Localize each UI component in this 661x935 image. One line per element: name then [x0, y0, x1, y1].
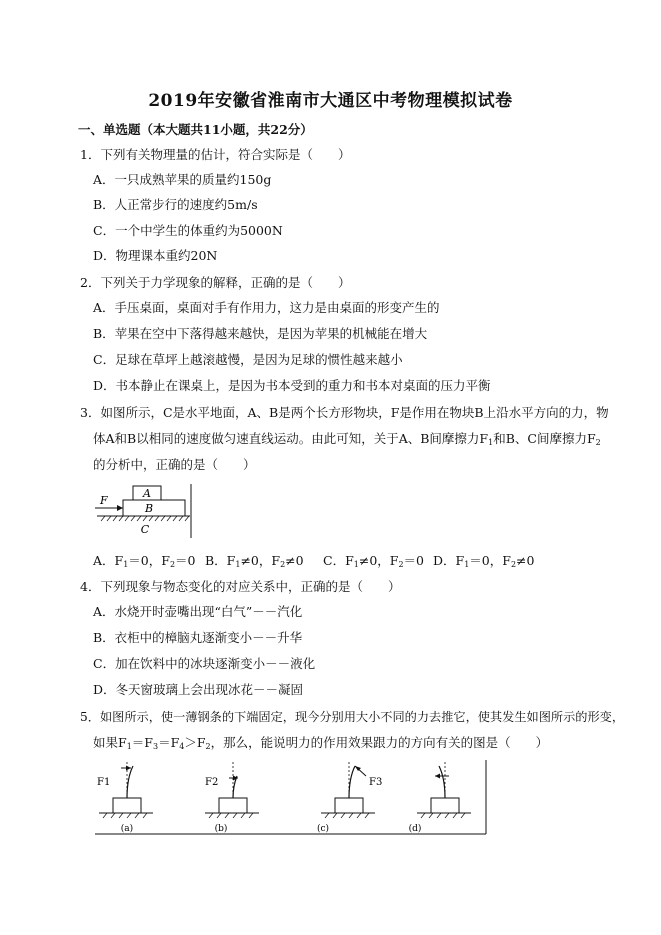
option-text: ＝0 — [175, 553, 196, 568]
ground-hatch — [209, 813, 253, 818]
caption-c: (c) — [316, 824, 330, 834]
subscript: 1 — [488, 438, 494, 447]
question-1-option-b: B．人正常步行的速度约5m/s — [93, 197, 258, 212]
question-3-stem-line-3: 的分析中，正确的是（ ） — [93, 457, 256, 472]
subscript: 1 — [126, 742, 132, 751]
stem-text: ，那么，能说明力的作用效果跟力的方向有关的图是（ ） — [210, 735, 549, 750]
section-heading: 一、单选题（本大题共11小题，共22分） — [78, 122, 313, 137]
panel-b — [205, 762, 259, 834]
stem-text: ＝F — [131, 735, 153, 750]
subscript: 2 — [169, 560, 176, 569]
option-text: D．F — [433, 553, 465, 568]
caption-a: (a) — [120, 824, 134, 834]
ground-hatch — [103, 813, 147, 818]
question-4-option-b: B．衣柜中的樟脑丸逐渐变小－－升华 — [93, 630, 303, 645]
block-b-label: B — [144, 502, 154, 515]
panel-c — [317, 762, 382, 834]
question-1-stem: 1．下列有关物理量的估计，符合实际是（ ） — [80, 147, 351, 162]
question-3-option-c — [323, 553, 424, 573]
subscript: 1 — [464, 560, 470, 569]
panel-a — [97, 762, 153, 834]
stem-text: 和B、C间摩擦力F — [493, 431, 596, 446]
question-5-figure — [93, 758, 489, 840]
question-4-option-c: C．加在饮料中的冰块逐渐变小－－液化 — [93, 656, 316, 671]
block-a-label: A — [143, 487, 151, 500]
question-4-stem: 4．下列现象与物态变化的对应关系中，正确的是（ ） — [80, 579, 401, 594]
question-1-option-c: C．一个中学生的体重约为5000N — [93, 223, 283, 238]
subscript: 4 — [179, 742, 185, 751]
question-4-option-d: D．冬天窗玻璃上会出现冰花－－凝固 — [93, 682, 304, 697]
page-title: 2019年安徽省淮南市大通区中考物理模拟试卷 — [148, 91, 513, 111]
question-1-option-a: A．一只成熟苹果的质量约150g — [93, 172, 272, 187]
question-2-option-d: D．书本静止在课桌上，是因为书本受到的重力和书本对桌面的压力平衡 — [93, 378, 491, 393]
option-text: ≠0，F — [240, 553, 281, 568]
stem-text: ＝F — [158, 735, 180, 750]
ground-hatch — [421, 813, 465, 818]
force-arrowhead — [435, 774, 440, 779]
panel-d — [409, 762, 471, 834]
question-2-option-c: C．足球在草坪上越滚越慢，是因为足球的惯性越来越小 — [93, 352, 403, 367]
ground-hatch — [101, 516, 189, 521]
option-text: ＝0，F — [128, 553, 170, 568]
option-text: C．F — [323, 553, 354, 568]
option-text: A．F — [93, 553, 124, 568]
caption-d: (d) — [408, 824, 422, 834]
caption-b: (b) — [214, 824, 228, 834]
base-block — [431, 798, 459, 813]
force-label-f2: F2 — [205, 777, 219, 788]
subscript: 2 — [280, 560, 286, 569]
force-label-f3: F3 — [369, 777, 383, 788]
subscript: 2 — [510, 560, 517, 569]
stem-text: ＞F — [184, 735, 206, 750]
option-text: B．F — [205, 553, 236, 568]
force-arrowhead — [117, 505, 123, 511]
subscript: 3 — [152, 742, 159, 751]
question-3-option-d — [433, 553, 534, 573]
option-text: ＝0，F — [469, 553, 511, 568]
subscript: 2 — [398, 560, 404, 569]
question-2-option-a: A．手压桌面，桌面对手有作用力，这力是由桌面的形变产生的 — [93, 300, 440, 315]
bent-strip — [439, 766, 445, 798]
subscript: 2 — [595, 438, 601, 447]
subscript: 1 — [353, 560, 359, 569]
question-3-figure — [95, 482, 200, 542]
question-4-option-a: A．水烧开时壶嘴出现“白气”－－汽化 — [93, 604, 303, 619]
stem-text: 体A和B以相同的速度做匀速直线运动。由此可知，关于A、B间摩擦力F — [93, 431, 489, 446]
option-text: ＝0 — [403, 553, 424, 568]
option-text: ≠0 — [285, 553, 304, 568]
stem-text: 如果F — [93, 735, 127, 750]
ground-label: C — [140, 523, 150, 536]
question-3-option-b — [205, 553, 304, 573]
force-arrowhead — [126, 766, 131, 771]
question-5-stem-line-2 — [93, 735, 548, 755]
force-label: F — [100, 494, 108, 507]
question-2-stem: 2．下列关于力学现象的解释，正确的是（ ） — [80, 275, 351, 290]
base-block — [113, 798, 141, 813]
bent-strip — [127, 766, 133, 798]
subscript: 1 — [123, 560, 129, 569]
subscript: 2 — [205, 742, 211, 751]
question-1-option-d: D．物理课本重约20N — [93, 248, 218, 263]
question-3-option-a — [93, 553, 195, 573]
bent-strip — [349, 766, 355, 798]
base-block — [335, 798, 363, 813]
block-b — [123, 500, 185, 516]
question-3-stem-line-2 — [93, 431, 601, 451]
subscript: 1 — [235, 560, 241, 569]
base-block — [219, 798, 247, 813]
option-text: ≠0 — [516, 553, 535, 568]
question-2-option-b: B．苹果在空中下落得越来越快，是因为苹果的机械能在增大 — [93, 326, 428, 341]
option-text: ≠0，F — [358, 553, 399, 568]
question-5-stem-line-1: 5．如图所示，使一薄钢条的下端固定，现今分别用大小不同的力去推它，使其发生如图所示的形变， — [80, 710, 625, 724]
force-label-f1: F1 — [97, 777, 111, 788]
ground-hatch — [325, 813, 369, 818]
question-3-stem-line-1: 3．如图所示，C是水平地面，A、B是两个长方形物块，F是作用在物块B上沿水平方向的力，物 — [80, 405, 609, 420]
